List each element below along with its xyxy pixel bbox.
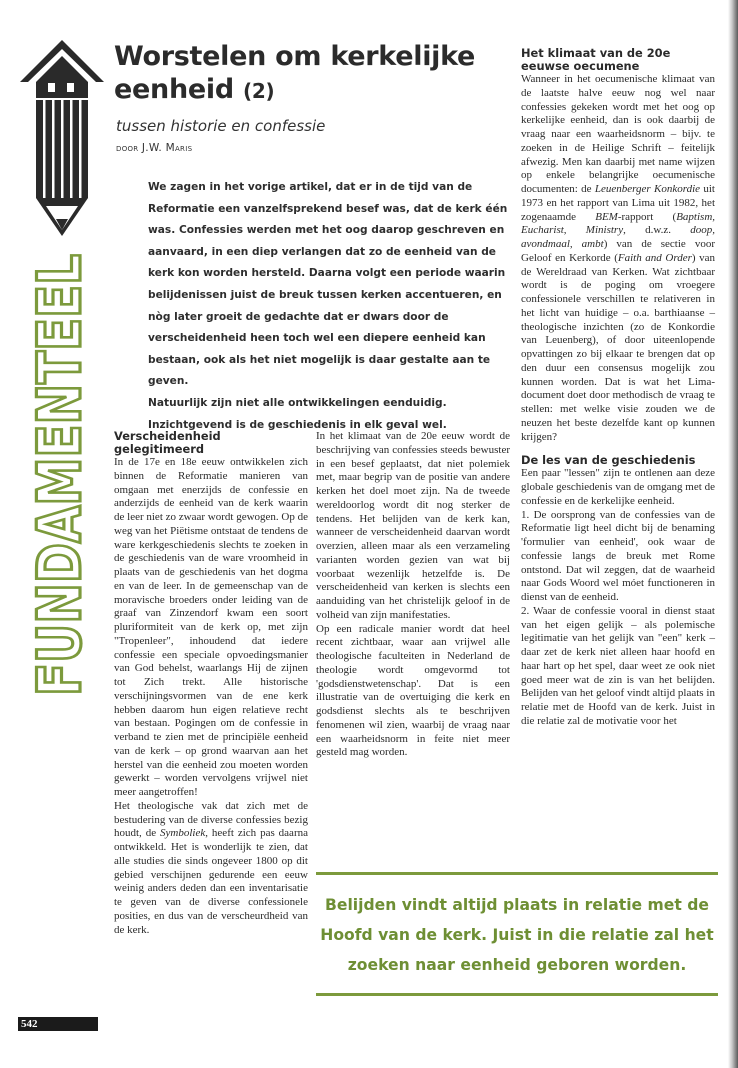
section-label: FUNDAMENTEEL — [25, 250, 92, 696]
pull-quote-line: Hoofd van de kerk. Juist in die relatie zal het — [320, 926, 714, 944]
body-paragraph — [114, 800, 308, 938]
pull-quote — [316, 872, 718, 996]
title-main: Worstelen om kerkelijke eenheid — [114, 41, 476, 105]
house-pencil-icon — [18, 38, 106, 238]
body-italic: Baptism, Eucharist, Ministry — [521, 210, 716, 237]
article-title — [114, 40, 504, 108]
pull-quote-bottom-rule — [316, 993, 718, 996]
section-heading-verscheidenheid: Verscheidenheid gelegitimeerd — [114, 429, 221, 456]
body-paragraph: In de 17e en 18e eeuw ontwikkelen zich binnen de Reformatie manieren van omgaan met enerzijds de confessie en anderzijds de eenheid van de kerk waarin de leer niet zo zwaar wordt gewogen. Op de weg van het Piëtisme ontstaat de tendens de ware kerkgeschiedenis slechts te zoeken in de geschiedenis van de ware vroomheid in plaats van de geschiedenis van het dogma en van de leer. In de gemeenschap van de moravische broeders onder leiding van de graaf van Zinzendorf kwam een soort pluriformiteit van de kerk op, met zijn "Tropenleer", inhoudend dat iedere confessie een speciale opvoedingsmanier van God behelst, waarlangs Hij de zijnen tot Zich trekt. Alle historische verschijningsvormen van de ene kerk hebben daarom hun eigen relatieve recht van bestaan. Pogingen om de confessie in verband te zien met de principiële eenheid van de kerk – op grond waarvan aan het herstel van die eenheid zou moeten worden gewerkt – worden vervolgens vrijwel niet meer aangetroffen! — [114, 456, 308, 798]
body-text: uit 1973 en het rapport van Lima uit 1982, het zogenaamde — [521, 183, 715, 223]
section-heading-les: De les van de geschiedenis — [521, 453, 696, 468]
pull-quote-top-rule — [316, 872, 718, 875]
section-heading-klimaat: Het klimaat van de 20e eeuwse oecumene — [521, 46, 671, 73]
body-paragraph: 2. Waar de confessie vooral in dienst staat van het eigen gelijk – als polemische legitimatie van het gelijk van "een" kerk – daar zet de kerk niet alleen haar hoofd en haar hart op het spel, daar weet ze ook niet goed meer wat de zin is van het belijden. Belijden van het geloof vindt altijd plaats in relatie met de Hoofd van de kerk. Juist in die relatie zal de motivatie voor het — [521, 604, 715, 727]
body-text: Het theologische vak dat zich met de bestudering van de diverse confessies bezig houdt, de — [114, 799, 308, 840]
column-left — [114, 430, 308, 937]
body-text: ) van de Wereldraad van Kerken. Wat zichtbaar wordt is de poging om vroegere confessionele verschillen te relativeren in het licht van huidige – o.a. barthiaanse – theologische inzichten (zo de Konkordie van Leuenberg), of door uiteenlopende opvattingen zo bij elkaar te brengen dat op den duur een consensus mogelijk zou kunnen worden. Dat is wat het Lima-document doet door methodisch de vraag te stellen: met welke visie zouden we de neuzen het beste dezelfde kant op kunnen krijgen? — [521, 251, 716, 443]
body-text: Wanneer in het oecumenische klimaat van de laatste halve eeuw nog wel naar confessies gekeken wordt met het oog op kerkelijke eenheid, dan is ook daarbij de vraag naar een waarheidsnorm – bijv. te zoeken in de Heilige Schrift – feitelijk afwezig. Men kan daarbij met name wijzen op enkele belangrijke oecumenische documenten: de — [521, 73, 715, 195]
article-subtitle: tussen historie en confessie — [116, 117, 326, 135]
body-italic: BEM — [595, 210, 618, 223]
intro-paragraph-1: We zagen in het vorige artikel, dat er in de tijd van de Reformatie een vanzelfsprekend besef was, dat de kerk één was. Confessies werden met het oog daarop geschreven en aanvaard, in een diep verlangen dat zo de eenheid van de kerk kon worden hersteld. Daarna volgt een periode waarin belijdenissen juist de breuk tussen kerken accentueren, en nòg later groeit de gedachte dat er dwars door de verscheidenheid heen toch wel een diepere eenheid kan bestaan, ook als het niet mogelijk is daar gestalte aan te geven. — [148, 181, 508, 388]
body-text: , heeft zich pas daarna ontwikkeld. Het is wonderlijk te zien, dat alle studies die sinds ongeveer 1800 op dit gebied verschijnen gedurende een eeuw weinig anders deden dan een inventarisatie te geven van de diverse confessionele posities, en dus van de verscheurdheid van de kerk. — [114, 827, 308, 936]
body-text: -rapport ( — [617, 210, 677, 223]
page-number: 542 — [21, 1018, 38, 1030]
section-label-vertical — [22, 250, 92, 700]
pull-quote-line: Belijden vindt altijd plaats in relatie met de — [324, 896, 709, 914]
body-paragraph: In het klimaat van de 20e eeuw wordt de beschrijving van confessies steeds bewuster in een besef geplaatst, dat niet polemiek met, maar begrip van de positie van andere kerken het doel moet zijn. Na de tweede wereldoorlog wordt dit nog sterker de tendens. Het belijden van de kerk kan, wanneer de verscheidenheid daarvan wordt overzien, alleen maar als een verzameling varianten worden gezien van wat bij voorbaat wezenlijk hetzelfde is. De verscheidenheid van kerken is slechts een aanduiding van het christelijk geloof in de volheid van zijn manifestaties. — [316, 430, 510, 621]
title-part: (2) — [242, 79, 275, 103]
author-name: J.W. Maris — [141, 142, 193, 154]
body-italic: Faith and Order — [617, 251, 692, 264]
body-italic: Leuenberger Konkordie — [594, 183, 701, 195]
body-paragraph: Een paar "lessen" zijn te ontlenen aan deze globale geschiedenis van de omgang met de confessie en de kerkelijke eenheid. — [521, 467, 715, 507]
body-text: , d.w.z. — [623, 224, 691, 237]
intro-paragraph-2: Natuurlijk zijn niet alle ontwikkelingen eenduidig. Inzichtgevend is de geschiedenis in elk geval wel. — [148, 396, 447, 431]
body-paragraph: 1. De oorsprong van de confessies van de Reformatie ligt heel dicht bij de benaming 'formulier van eenheid', ook waar de confessie langs de breuk met Rome ontstond. Dat wil zeggen, dat de waarheid naar Gods Woord wel móet functioneren in dienst van de eenheid. — [521, 508, 715, 603]
body-italic: Symboliek — [160, 827, 206, 840]
body-paragraph: Op een radicale manier wordt dat heel recent zichtbaar, waar aan vrijwel alle theologische faculteiten in Nederland de theologie wordt omgevormd tot 'godsdienstwetenschap'. Dat is een illustratie van de overtuiging die kerk en godsdienst slechts als te beschrijven fenomenen wil zien, waarbij de vraag naar een waarheidsnorm in feite niet meer gesteld mag worden. — [316, 622, 510, 759]
body-paragraph — [521, 73, 715, 444]
intro-lead — [148, 177, 513, 436]
byline — [116, 142, 192, 154]
house-pencil-logo — [18, 38, 106, 238]
scan-edge-shadow — [728, 0, 738, 1068]
body-text: ) van de sectie voor Geloof en Kerkorde ( — [521, 238, 715, 264]
byline-prefix: door — [116, 142, 139, 154]
column-right — [521, 47, 715, 729]
body-italic: doop, avondmaal, ambt — [521, 224, 715, 250]
column-middle — [316, 430, 510, 760]
pull-quote-text — [316, 890, 718, 980]
page-number-bar — [18, 1017, 98, 1031]
pull-quote-line: zoeken naar eenheid geboren worden. — [347, 956, 687, 974]
